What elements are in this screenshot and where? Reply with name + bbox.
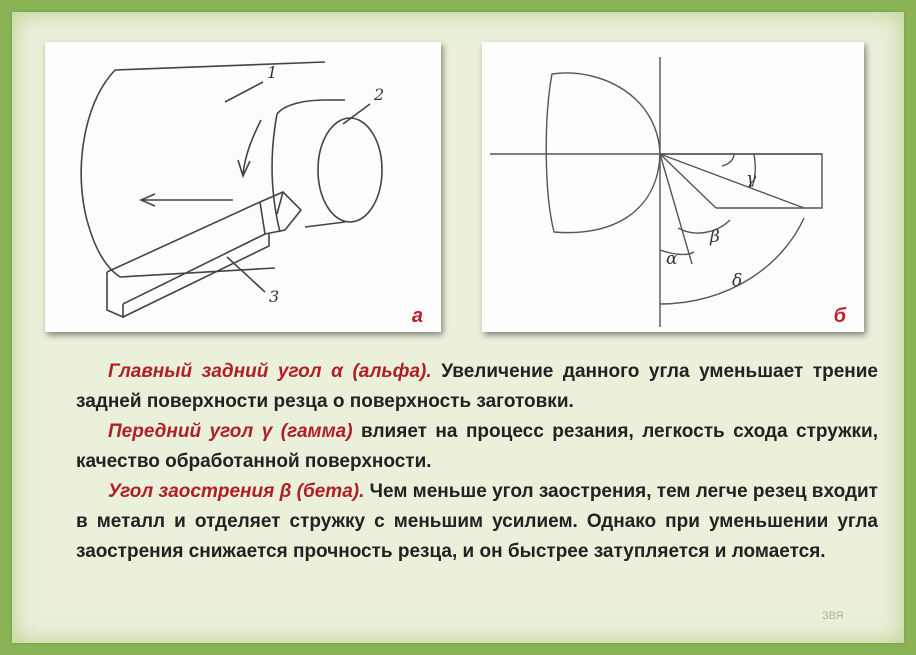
- text-alpha: Увеличение данного угла уменьшает трение задней поверхности резца о поверхность заготовки.: [76, 361, 878, 412]
- callout-2: 2: [374, 85, 385, 104]
- term-gamma: Передний угол γ (гамма): [108, 421, 353, 442]
- turning-illustration: [45, 42, 441, 332]
- callout-3: 3: [269, 287, 280, 306]
- text-gamma: влияет на процесс резания, легкость схода стружки, качество обработанной поверхности.: [76, 421, 879, 472]
- callout-1: 1: [267, 63, 278, 82]
- term-alpha: Главный задний угол α (альфа).: [108, 361, 432, 382]
- angle-beta-label: β: [710, 227, 720, 247]
- figure-b-label: б: [833, 305, 846, 327]
- angle-delta-label: δ: [732, 271, 743, 291]
- text-beta: Чем меньше угол заострения, тем легче резец входит в металл и отделяет стружку с меньшим усилием. Однако при уменьшении угла заострения снижается прочность резца, и он быстрее затупляется и ломается.: [76, 481, 878, 562]
- slide: [12, 12, 904, 643]
- paragraph-beta: [76, 477, 878, 567]
- angle-gamma-label: γ: [746, 169, 757, 189]
- angle-alpha-label: α: [666, 249, 678, 269]
- cutting-angles-illustration: [482, 42, 864, 332]
- watermark: ЗВЯ: [822, 610, 844, 622]
- figure-a-label: а: [411, 305, 423, 327]
- term-beta: Угол заострения β (бета).: [108, 481, 365, 502]
- figure-b-angles-diagram: [482, 42, 864, 332]
- explanation-text: [76, 357, 878, 567]
- paragraph-gamma: [76, 417, 878, 477]
- paragraph-alpha: [76, 357, 878, 417]
- figure-a-turning-diagram: [45, 42, 441, 332]
